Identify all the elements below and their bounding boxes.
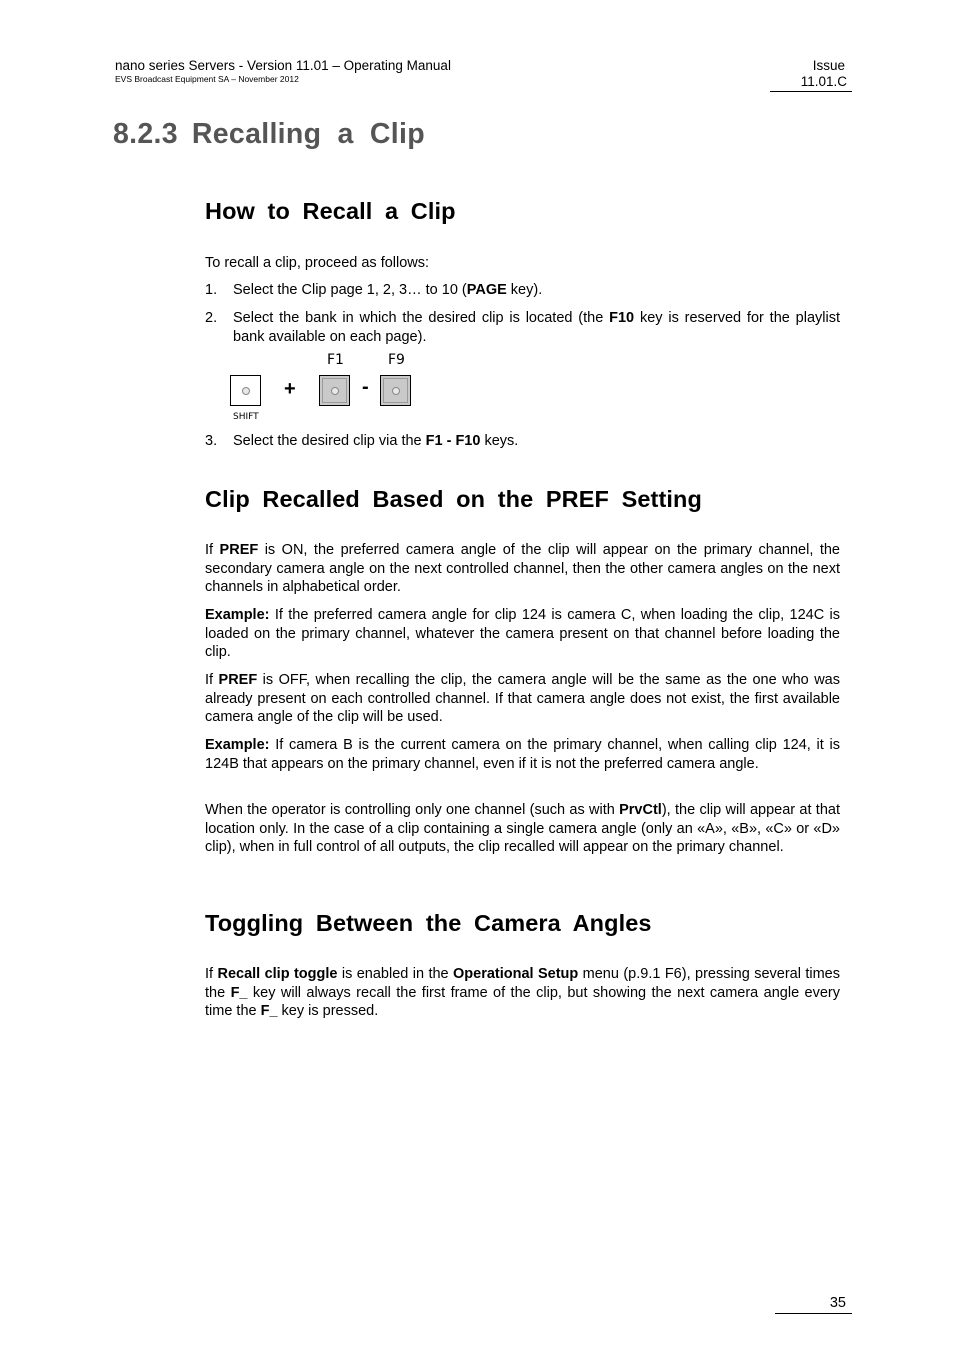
step-number: 1. (205, 282, 218, 298)
heading-pref-setting: Clip Recalled Based on the PREF Setting (205, 486, 702, 512)
header-issue-number: 11.01.C (800, 74, 847, 89)
example-1-paragraph: Example: If the preferred camera angle for clip 124 is camera C, when loading the clip, 124C is loaded on the primary channel, whatever the camera present on that channel before loading the clip. (205, 607, 840, 660)
step-3 (205, 432, 840, 451)
step-2 (205, 309, 840, 346)
key-led-icon (392, 387, 400, 395)
shift-key-label: SHIFT (233, 412, 259, 422)
section-number: 8.2.3 (113, 118, 178, 150)
section-title (113, 118, 425, 151)
f9-key-label: F9 (388, 352, 405, 368)
pref-on-paragraph: If PREF is ON, the preferred camera angle of the clip will appear on the primary channel, the secondary camera angle on the next controlled channel, then the other camera angles on the next channels in alphabetical order. (205, 542, 840, 595)
example-2-paragraph: Example: If camera B is the current camera on the primary channel, when calling clip 124, it is 124B that appears on the primary channel, even if it is not the preferred camera angle. (205, 737, 840, 772)
dash-sign: - (362, 376, 369, 398)
heading-how-to-recall: How to Recall a Clip (205, 198, 456, 224)
page-number: 35 (829, 1295, 846, 1311)
step-number: 3. (205, 433, 218, 449)
toggle-paragraph: If Recall clip toggle is enabled in the Operational Setup menu (p.9.1 F6), pressing several times the F_ key will always recall the first frame of the clip, but showing the next camera angle every time the F_ key is pressed. (205, 966, 840, 1019)
step-text: Select the desired clip via the F1 - F10 keys. (233, 433, 519, 449)
step-text: Select the bank in which the desired clip is located (the F10 key is reserved for the playlist bank available on each page). (233, 310, 840, 345)
header-rule (770, 91, 852, 92)
shift-key-icon (230, 375, 261, 406)
key-led-icon (331, 387, 339, 395)
key-led-icon (242, 387, 250, 395)
section-title-text: Recalling a Clip (191, 118, 425, 150)
heading-toggling: Toggling Between the Camera Angles (205, 910, 652, 936)
recall-intro: To recall a clip, proceed as follows: (205, 255, 430, 271)
single-channel-paragraph: When the operator is controlling only one channel (such as with PrvCtl), the clip will appear at that location only. In the case of a clip containing a single camera angle (only an «A», «B», «C» or «D» clip), when in full control of all outputs, the clip recalled will appear on the primary channel. (205, 802, 840, 855)
header-issue-label: Issue (812, 58, 845, 73)
plus-sign: + (284, 378, 296, 400)
f1-key-icon (319, 375, 350, 406)
step-text: Select the Clip page 1, 2, 3… to 10 (PAGE key). (233, 282, 543, 298)
step-number: 2. (205, 310, 218, 326)
header-title: nano series Servers - Version 11.01 – Operating Manual (115, 58, 451, 73)
f1-key-label: F1 (327, 352, 344, 368)
pref-off-paragraph: If PREF is OFF, when recalling the clip, the camera angle will be the same as the one who was already present on each controlled channel. If that camera angle does not exist, the first available camera angle of the clip will be used. (205, 672, 840, 725)
step-1 (205, 281, 840, 300)
header-subtitle: EVS Broadcast Equipment SA – November 2012 (115, 74, 299, 84)
footer-rule (775, 1313, 852, 1314)
f9-key-icon (380, 375, 411, 406)
